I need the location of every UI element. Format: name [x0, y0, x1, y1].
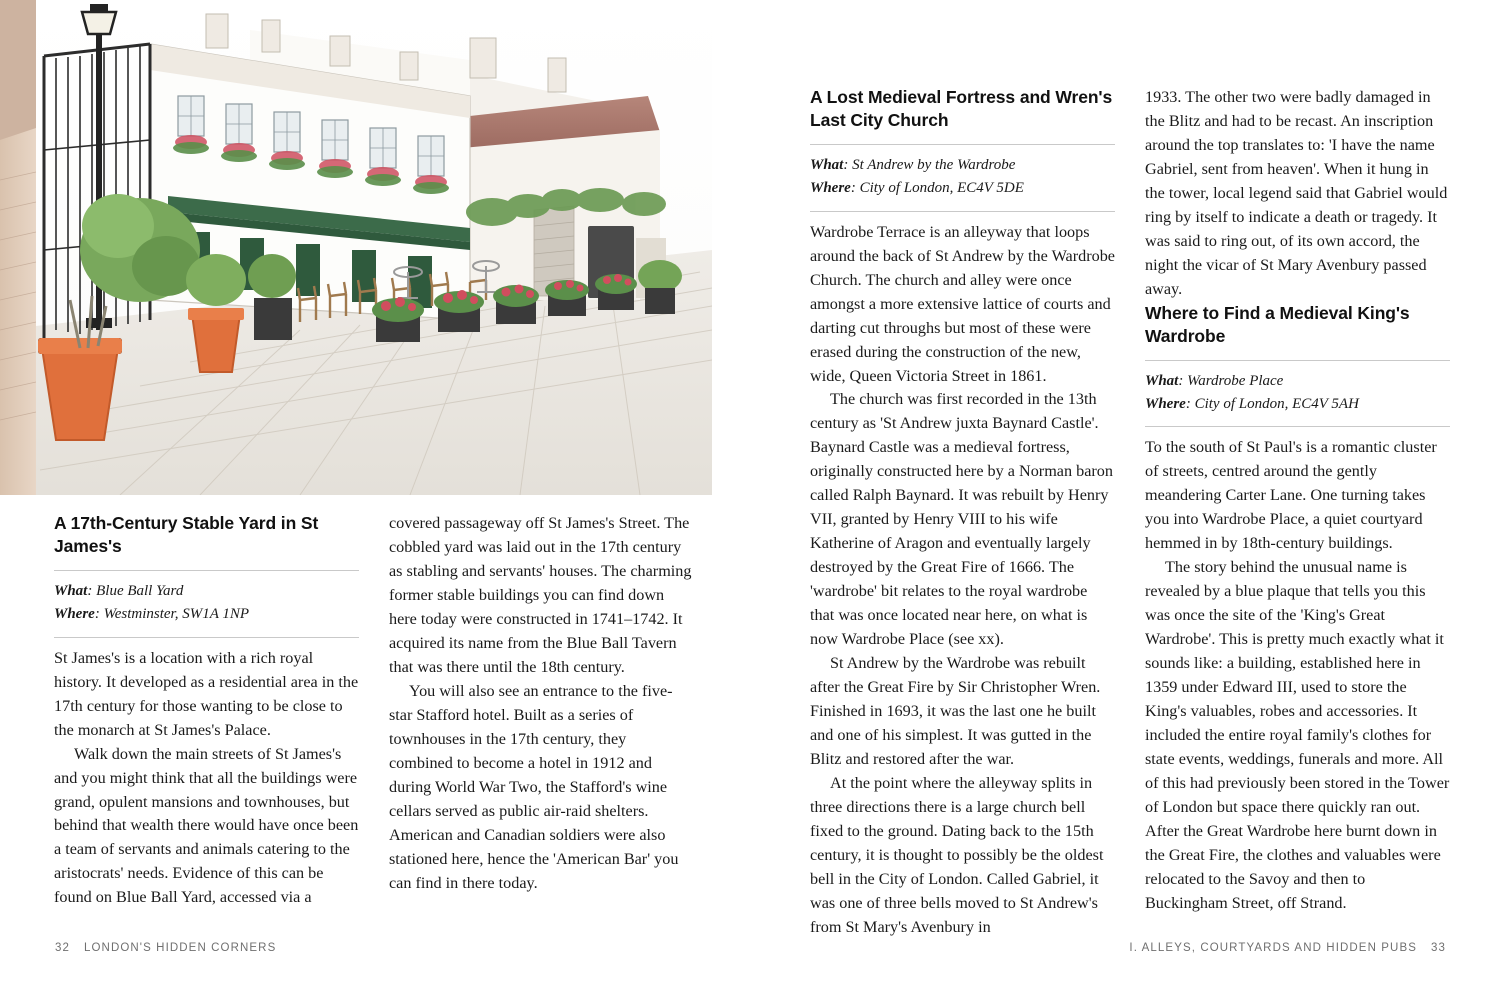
paragraph-continuation: 1933. The other two were badly damaged in the Blitz and had to be recast. An inscription around the top translates to: 'I have the name Gabriel, sent from heaven'. When it hung in the tower, local legend said that Gabriel would ring by itself to indicate a death or tragedy. It was said to ring out, of its own accord, the night the vicar of St Mary Avenbury passed away. [1145, 88, 1448, 298]
where-colon: : [850, 180, 860, 197]
page-number: 33 [1431, 942, 1446, 954]
left-text-columns [54, 512, 694, 910]
paragraph: St Andrew by the Wardrobe was rebuilt after the Great Fire by Sir Christopher Wren. Finished in 1693, it was the last one he built and one of his simplest. It was gutted in the Blitz and restored after the war. [810, 654, 1101, 768]
where-label: Where [54, 606, 95, 623]
running-head: I. ALLEYS, COURTYARDS AND HIDDEN PUBS [1129, 942, 1417, 954]
paragraph: St James's is a location with a rich royal history. It developed as a residential area in the 17th century for those wanting to be close to the monarch at St James's Palace. [54, 648, 359, 739]
where-line [54, 603, 359, 626]
what-label: What [1145, 372, 1179, 389]
left-column-two [389, 512, 694, 910]
left-column-one [54, 512, 359, 910]
what-label: What [54, 583, 88, 600]
where-value: City of London, EC4V 5DE [859, 180, 1024, 197]
article-heading: A 17th-Century Stable Yard in St James's [54, 513, 319, 557]
section-st-andrew [810, 86, 1115, 940]
paragraph: Wardrobe Terrace is an alleyway that loops around the back of St Andrew by the Wardrobe Church. The church and alley were once amongst a more extensive lattice of courts and darting cut throughs but most of these were erased during the construction of the new, wide, Queen Victoria Street in 1861. [810, 222, 1115, 385]
what-value: Blue Ball Yard [96, 583, 184, 600]
paragraph: The story behind the unusual name is revealed by a blue plaque that tells you this was once the site of the 'King's Great Wardrobe'. This is pretty much exactly what it sounds like: a building, established here in 1359 under Edward III, used to store the King's valuables, robes and accessories. It included the entire royal family's clothes for state events, weddings, funerals and more. All of this had previously been stored in the Tower of London but space there quickly ran out. After the Great Wardrobe here burnt down in the Great Fire, the clothes and valuables were relocated to the Savoy and then to Buckingham Street, off Strand. [1145, 558, 1450, 912]
running-head: LONDON'S HIDDEN CORNERS [84, 942, 277, 954]
what-value: St Andrew by the Wardrobe [852, 157, 1016, 174]
meta-rule [1145, 426, 1450, 427]
what-colon: : [843, 157, 853, 174]
heading-rule [54, 570, 359, 571]
what-label: What [810, 157, 844, 174]
paragraph: To the south of St Paul's is a romantic cluster of streets, centred around the gently meandering Carter Lane. One turning takes you into Wardrobe Place, a quiet courtyard hemmed in by 18th-century buildings. [1145, 438, 1437, 553]
where-colon: : [1185, 396, 1195, 413]
section-heading: A Lost Medieval Fortress and Wren's Last City Church [810, 87, 1113, 131]
what-colon: : [87, 583, 97, 600]
where-label: Where [810, 180, 851, 197]
paragraph: Walk down the main streets of St James's and you might think that all the buildings were grand, opulent mansions and townhouses, but behind that wealth there would have once been a team of servants and animals catering to the aristocrats' needs. Evidence of this can be found on Blue Ball Yard, accessed via a [54, 744, 359, 907]
where-colon: : [94, 606, 104, 623]
heading-rule [810, 144, 1115, 145]
what-value: Wardrobe Place [1187, 372, 1284, 389]
where-line [810, 177, 1115, 200]
meta-rule [810, 211, 1115, 212]
section-wardrobe-place [1145, 302, 1450, 916]
where-value: City of London, EC4V 5AH [1194, 396, 1359, 413]
where-value: Westminster, SW1A 1NP [103, 606, 250, 623]
paragraph: You will also see an entrance to the five-star Stafford hotel. Built as a series of townhouses in the 17th century, they combined to become a hotel in 1912 and during World War Two, the Stafford's wine cellars served as public air-raid shelters. American and Canadian soldiers were also stationed here, hence the 'American Bar' you can find in there today. [389, 681, 679, 892]
paragraph: covered passageway off St James's Street. The cobbled yard was laid out in the 17th century as stabling and servants' houses. The charming former stable buildings you can find down here today were constructed in 1741–1742. It acquired its name from the Blue Ball Tavern that was there until the 18th century. [389, 514, 692, 676]
right-column-one [810, 86, 1115, 940]
heading-rule [1145, 360, 1450, 361]
right-text-columns [810, 86, 1450, 940]
section-heading: Where to Find a Medieval King's Wardrobe [1145, 302, 1410, 346]
right-column-two [1145, 86, 1450, 940]
what-line [1145, 370, 1450, 393]
right-page [750, 0, 1500, 984]
what-line [54, 580, 359, 603]
left-page-footer [55, 942, 276, 954]
paragraph: At the point where the alleyway splits in three directions there is a large church bell fixed to the ground. Dating back to the 15th century, it is thought to possibly be the oldest bell in the City of London. Called Gabriel, it was one of three bells moved to St Andrew's from St Mary's Avenbury in [810, 773, 1104, 936]
where-label: Where [1145, 396, 1186, 413]
blue-ball-yard-illustration [0, 0, 712, 495]
where-line [1145, 393, 1450, 416]
what-colon: : [1178, 372, 1188, 389]
paragraph: The church was first recorded in the 13th century as 'St Andrew juxta Baynard Castle'. Baynard Castle was a medieval fortress, originally constructed here by a Norman baron called Ralph Baynard. It was rebuilt by Henry VII, granted by Henry VIII to his wife Katherine of Aragon and eventually largely destroyed by the Great Fire of 1666. The 'wardrobe' bit relates to the royal wardrobe that was once located near here, on what is now Wardrobe Place (see xx). [810, 390, 1113, 649]
meta-rule [54, 637, 359, 638]
right-page-footer [1129, 942, 1446, 954]
what-line [810, 154, 1115, 177]
page-number: 32 [55, 942, 70, 954]
